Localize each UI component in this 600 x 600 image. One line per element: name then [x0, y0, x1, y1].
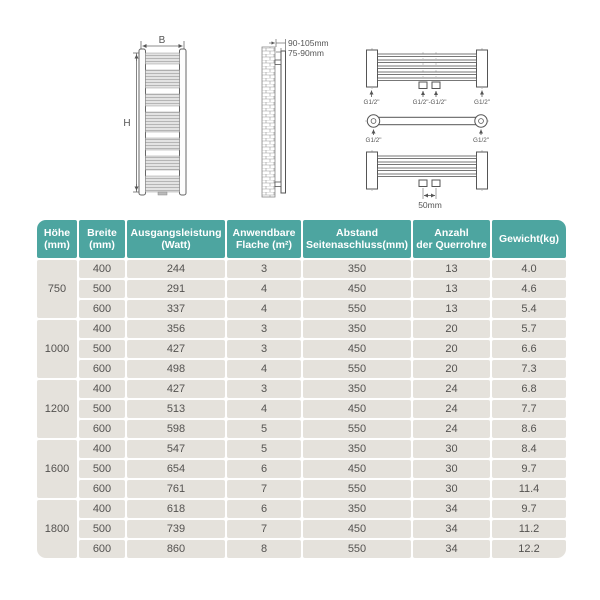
gewicht-cell: 9.7: [492, 500, 566, 518]
front-height-label: H: [123, 118, 131, 129]
column-header-line: Flache (m²): [235, 239, 292, 251]
table-row: [37, 340, 566, 358]
side-depth-min-label: 75-90mm: [288, 48, 324, 58]
flaeche-cell: 3: [227, 260, 301, 278]
watt-cell: 356: [127, 320, 225, 338]
flaeche-cell: 4: [227, 300, 301, 318]
flaeche-cell: 8: [227, 540, 301, 558]
querrohre-cell: 30: [413, 480, 490, 498]
gewicht-cell: 4.0: [492, 260, 566, 278]
front-right-collector: [180, 49, 187, 195]
column-header-line: Anwendbare: [232, 226, 296, 239]
column-header-line: Seitenaschluss(mm): [305, 239, 409, 251]
gewicht-cell: 5.7: [492, 320, 566, 338]
side-radiator-profile: [281, 51, 286, 193]
querrohre-cell: 24: [413, 380, 490, 398]
thread-label-top-left: G1/2": [363, 99, 380, 106]
flaeche-cell: 3: [227, 320, 301, 338]
table-row: [37, 520, 566, 538]
table-row: [37, 280, 566, 298]
column-header-4: [303, 220, 411, 258]
breite-cell: 400: [79, 260, 125, 278]
front-view-diagram: [123, 35, 186, 195]
watt-cell: 761: [127, 480, 225, 498]
connection-view-bottom: [367, 150, 488, 210]
gewicht-cell: 7.3: [492, 360, 566, 378]
column-header-line: Breite: [87, 226, 117, 239]
abstand-cell: 350: [303, 320, 411, 338]
flaeche-cell: 7: [227, 480, 301, 498]
breite-cell: 400: [79, 320, 125, 338]
spec-table-wrap: [35, 218, 568, 560]
querrohre-cell: 30: [413, 440, 490, 458]
side-view-diagram: [262, 38, 329, 197]
gewicht-cell: 12.2: [492, 540, 566, 558]
gewicht-cell: 4.6: [492, 280, 566, 298]
table-row: [37, 400, 566, 418]
front-width-label: B: [158, 35, 166, 46]
thread-label-mid-left: G1/2": [365, 137, 382, 144]
abstand-cell: 450: [303, 400, 411, 418]
querrohre-cell: 34: [413, 500, 490, 518]
column-header-line: (mm): [89, 239, 115, 251]
abstand-cell: 450: [303, 280, 411, 298]
flaeche-cell: 7: [227, 520, 301, 538]
breite-cell: 600: [79, 540, 125, 558]
breite-cell: 400: [79, 440, 125, 458]
front-foot: [158, 192, 167, 195]
gewicht-cell: 8.4: [492, 440, 566, 458]
abstand-cell: 550: [303, 300, 411, 318]
flaeche-cell: 5: [227, 420, 301, 438]
connection-view-middle: [365, 115, 489, 144]
flaeche-cell: 4: [227, 360, 301, 378]
abstand-cell: 450: [303, 340, 411, 358]
abstand-cell: 550: [303, 420, 411, 438]
spec-table-body: [37, 260, 566, 558]
column-header-line: Höhe: [43, 226, 71, 239]
gewicht-cell: 11.4: [492, 480, 566, 498]
watt-cell: 427: [127, 380, 225, 398]
querrohre-cell: 13: [413, 300, 490, 318]
watt-cell: 547: [127, 440, 225, 458]
gewicht-cell: 6.6: [492, 340, 566, 358]
abstand-cell: 550: [303, 540, 411, 558]
top-bracket: [275, 60, 281, 65]
watt-cell: 598: [127, 420, 225, 438]
column-header-line: (Watt): [161, 239, 191, 251]
abstand-cell: 350: [303, 500, 411, 518]
abstand-cell: 350: [303, 260, 411, 278]
connection-diagrams: [364, 48, 490, 210]
breite-cell: 400: [79, 380, 125, 398]
table-row: [37, 360, 566, 378]
watt-cell: 513: [127, 400, 225, 418]
flaeche-cell: 6: [227, 500, 301, 518]
table-row: [37, 500, 566, 518]
table-row: [37, 380, 566, 398]
watt-cell: 654: [127, 460, 225, 478]
flaeche-cell: 3: [227, 380, 301, 398]
flaeche-cell: 4: [227, 280, 301, 298]
table-row: [37, 320, 566, 338]
querrohre-cell: 20: [413, 320, 490, 338]
watt-cell: 739: [127, 520, 225, 538]
bottom-bracket: [275, 182, 281, 187]
column-header-2: [127, 220, 225, 258]
gewicht-cell: 5.4: [492, 300, 566, 318]
table-row: [37, 300, 566, 318]
querrohre-cell: 24: [413, 420, 490, 438]
abstand-cell: 350: [303, 440, 411, 458]
breite-cell: 600: [79, 300, 125, 318]
watt-cell: 337: [127, 300, 225, 318]
abstand-cell: 550: [303, 480, 411, 498]
querrohre-cell: 34: [413, 540, 490, 558]
breite-cell: 600: [79, 480, 125, 498]
querrohre-cell: 20: [413, 360, 490, 378]
breite-cell: 600: [79, 360, 125, 378]
breite-cell: 500: [79, 280, 125, 298]
watt-cell: 291: [127, 280, 225, 298]
hoehe-cell: 750: [37, 260, 77, 318]
column-header-0: [37, 220, 77, 258]
flaeche-cell: 5: [227, 440, 301, 458]
breite-cell: 600: [79, 420, 125, 438]
column-header-line: Abstand: [336, 226, 378, 239]
wall: [262, 47, 275, 197]
header-row: [37, 220, 566, 258]
hoehe-cell: 1200: [37, 380, 77, 438]
gewicht-cell: 8.6: [492, 420, 566, 438]
querrohre-cell: 13: [413, 260, 490, 278]
table-row: [37, 480, 566, 498]
side-depth-max-label: 90-105mm: [288, 38, 329, 48]
front-left-collector: [139, 49, 146, 195]
column-header-line: Anzahl: [434, 226, 469, 239]
gewicht-cell: 9.7: [492, 460, 566, 478]
flaeche-cell: 6: [227, 460, 301, 478]
column-header-3: [227, 220, 301, 258]
hoehe-cell: 1000: [37, 320, 77, 378]
column-header-line: der Querrohre: [416, 239, 487, 251]
technical-drawings: [0, 0, 600, 215]
gewicht-cell: 7.7: [492, 400, 566, 418]
gewicht-cell: 11.2: [492, 520, 566, 538]
flaeche-cell: 3: [227, 340, 301, 358]
front-tube-bands: [146, 53, 180, 192]
hoehe-cell: 1600: [37, 440, 77, 498]
column-header-1: [79, 220, 125, 258]
watt-cell: 244: [127, 260, 225, 278]
abstand-cell: 350: [303, 380, 411, 398]
querrohre-cell: 24: [413, 400, 490, 418]
column-header-6: [492, 220, 566, 258]
abstand-cell: 550: [303, 360, 411, 378]
querrohre-cell: 20: [413, 340, 490, 358]
querrohre-cell: 13: [413, 280, 490, 298]
watt-cell: 427: [127, 340, 225, 358]
watt-cell: 860: [127, 540, 225, 558]
querrohre-cell: 30: [413, 460, 490, 478]
abstand-cell: 450: [303, 460, 411, 478]
breite-cell: 500: [79, 340, 125, 358]
gewicht-cell: 6.8: [492, 380, 566, 398]
breite-cell: 400: [79, 500, 125, 518]
table-row: [37, 260, 566, 278]
table-row: [37, 460, 566, 478]
table-row: [37, 420, 566, 438]
column-header-5: [413, 220, 490, 258]
flaeche-cell: 4: [227, 400, 301, 418]
table-row: [37, 440, 566, 458]
watt-cell: 498: [127, 360, 225, 378]
breite-cell: 500: [79, 460, 125, 478]
spec-table-head: [37, 220, 566, 258]
column-header-line: (mm): [44, 239, 70, 251]
thread-label-top-center: G1/2"-G1/2": [412, 99, 447, 106]
hoehe-cell: 1800: [37, 500, 77, 558]
table-row: [37, 540, 566, 558]
breite-cell: 500: [79, 400, 125, 418]
column-header-line: Gewicht(kg): [498, 232, 560, 245]
column-header-line: Ausgangsleistung: [130, 226, 222, 239]
thread-label-mid-right: G1/2": [473, 137, 489, 144]
breite-cell: 500: [79, 520, 125, 538]
spec-table: [35, 218, 568, 560]
connection-view-top: [364, 48, 490, 106]
querrohre-cell: 34: [413, 520, 490, 538]
center-spacing-label: 50mm: [418, 200, 442, 210]
thread-label-top-right: G1/2": [474, 99, 490, 106]
watt-cell: 618: [127, 500, 225, 518]
abstand-cell: 450: [303, 520, 411, 538]
